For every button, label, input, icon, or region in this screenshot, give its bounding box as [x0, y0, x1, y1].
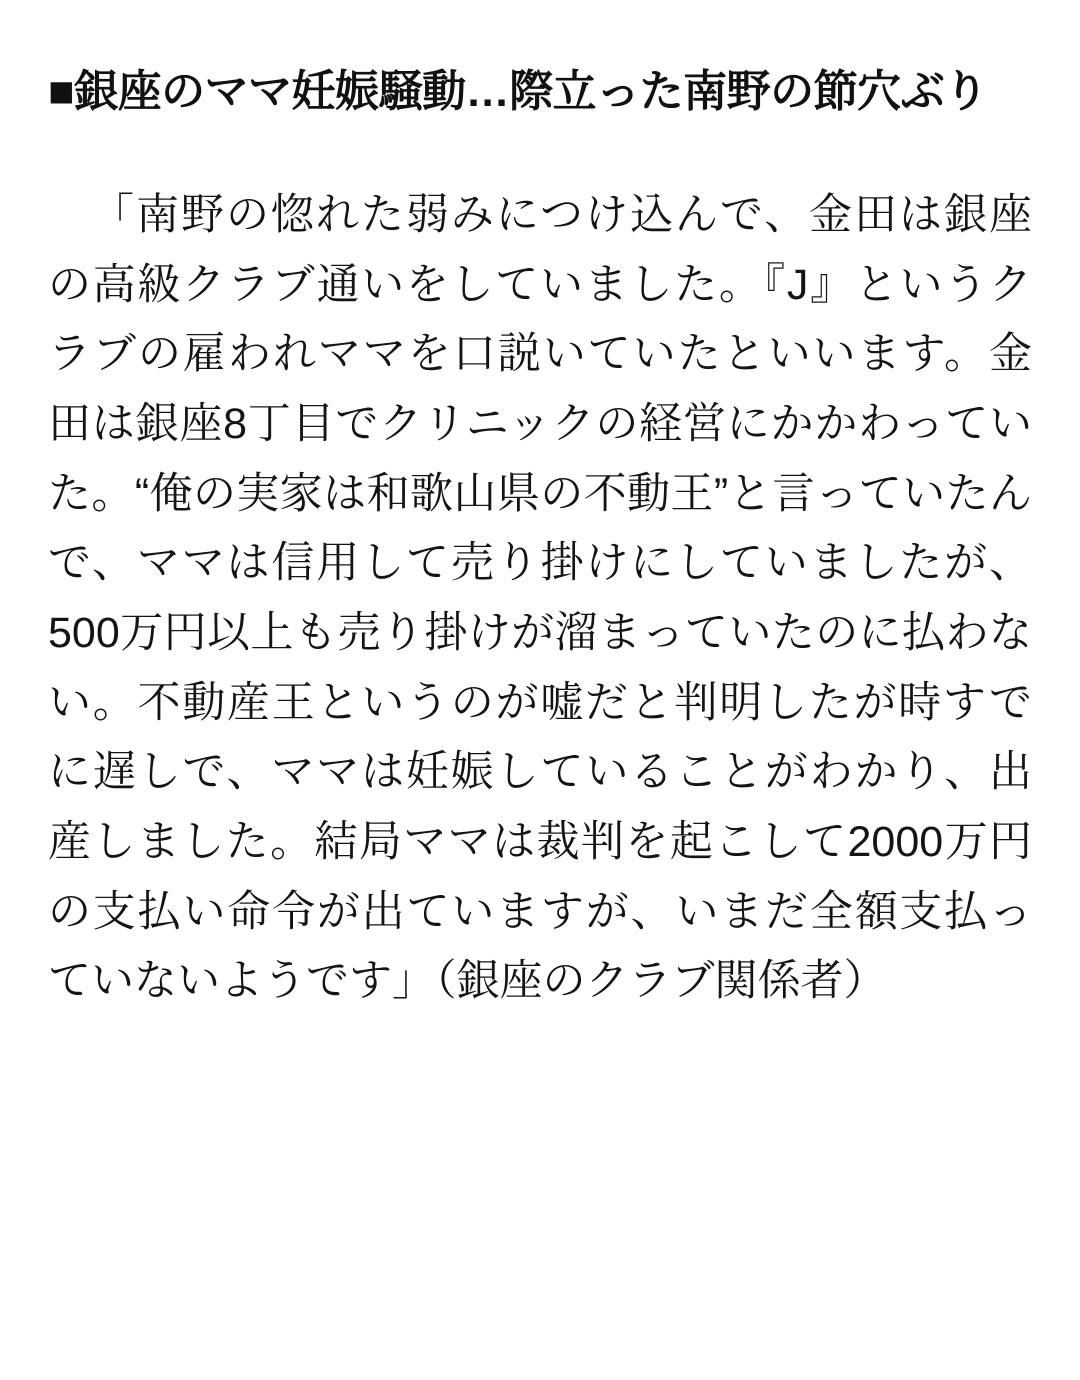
article-heading: ■銀座のママ妊娠騒動…際立った南野の節穴ぶり [48, 67, 988, 116]
article-body [48, 181, 1032, 1017]
article-paragraph: 「南野の惚れた弱みにつけ込んで、金田は銀座の高級クラブ通いをしていました。『J』というクラブの雇われママを口説いていたといいます。金田は銀座8丁目でクリニックの経営にかかわっていた。“俺の実家は和歌山県の不動王”と言っていたんで、ママは信用して売り掛けにしていましたが、500万円以上も売り掛けが溜まっていたのに払わない。不動産王というのが嘘だと判明したが時すでに遅しで、ママは妊娠していることがわかり、出産しました。結局ママは裁判を起こして2000万円の支払い命令が出ていますが、いまだ全額支払っていないようです」（銀座のクラブ関係者） [48, 191, 1032, 1006]
